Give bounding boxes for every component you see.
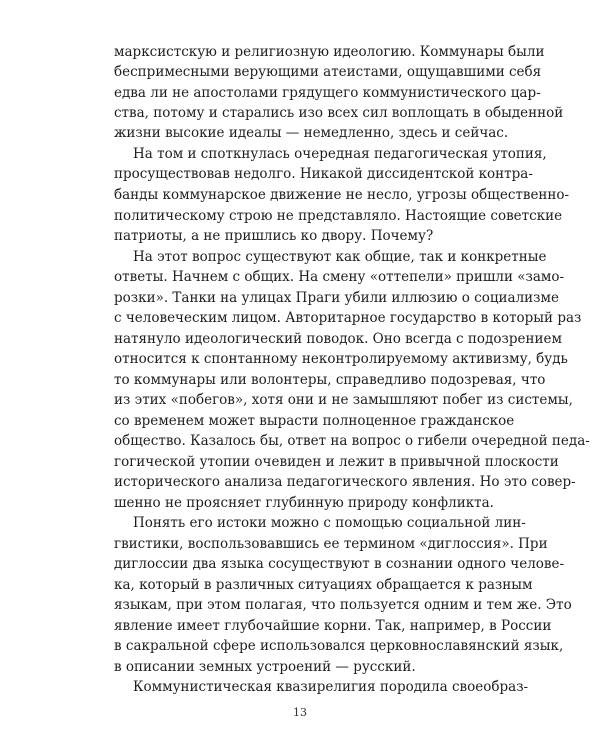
text-line: ка, который в различных ситуациях обращается к разным: [114, 577, 533, 593]
text-line: едва ли не апостолами грядущего коммунистического цар-: [114, 85, 541, 101]
text-line: беспримесными верующими атеистами, ощущавшими себя: [114, 64, 542, 80]
text-line: то коммунары или волонтеры, справедливо подозревая, что: [114, 372, 546, 388]
text-line: просуществовав недолго. Никакой диссидентской контра-: [114, 166, 533, 182]
text-line: шенно не проясняет глубинную природу конфликта.: [114, 495, 494, 511]
text-line: гогической утопии очевиден и лежит в привычной плоскости: [114, 454, 559, 470]
text-line: общество. Казалось бы, ответ на вопрос о гибели очередной педа-: [114, 433, 590, 449]
text-line: в описании земных устроений — русский.: [114, 659, 416, 675]
text-line: гвистики, воспользовавшись ее термином «диглоссия». При: [114, 536, 548, 552]
text-line: розки». Танки на улицах Праги убили иллюзию о социализме: [114, 290, 560, 306]
text-line: банды коммунарское движение не несло, угрозы общественно-: [114, 187, 570, 203]
text-line: языкам, при этом полагая, что пользуется одним и тем же. Это: [114, 597, 572, 613]
text-line: патриоты, а не пришлись ко двору. Почему?: [114, 228, 434, 244]
text-line: в сакральной сфере использовался церковнославянский язык,: [114, 638, 564, 654]
text-line: со временем может вырасти полноценное гражданское: [114, 413, 515, 429]
paragraph-first-line: Коммунистическая квазирелигия породила своеобраз-: [133, 679, 529, 695]
text-line: диглоссии два языка сосуществуют в сознании одного челове-: [114, 556, 565, 572]
text-line: марксистскую и религиозную идеологию. Коммунары были: [114, 44, 545, 60]
text-line: ства, потому и старались изо всех сил воплощать в обыденной: [114, 105, 564, 121]
paragraph-first-line: На этот вопрос существуют как общие, так и конкретные: [133, 249, 547, 265]
text-line: натянуло идеологический поводок. Оно всегда с подозрением: [114, 331, 562, 347]
text-line: относится к спонтанному неконтролируемому активизму, будь: [114, 351, 568, 367]
paragraph-first-line: Понять его истоки можно с помощью социальной лин-: [133, 515, 526, 531]
paragraph-first-line: На том и споткнулась очередная педагогическая утопия,: [133, 146, 547, 162]
page-number: 13: [293, 706, 307, 719]
text-line: жизни высокие идеалы — немедленно, здесь и сейчас.: [114, 125, 509, 141]
text-line: исторического анализа педагогического явления. Но это совер-: [114, 474, 576, 490]
text-line: с человеческим лицом. Авторитарное государство в который раз: [114, 310, 582, 326]
text-line: явление имеет глубочайшие корни. Так, например, в России: [114, 618, 552, 634]
text-line: ответы. Начнем с общих. На смену «оттепели» пришли «замо-: [114, 269, 565, 285]
text-line: из этих «побегов», хотя они и не замышляют побег из системы,: [114, 392, 573, 408]
text-line: политическому строю не представляло. Настоящие советские: [114, 208, 563, 224]
